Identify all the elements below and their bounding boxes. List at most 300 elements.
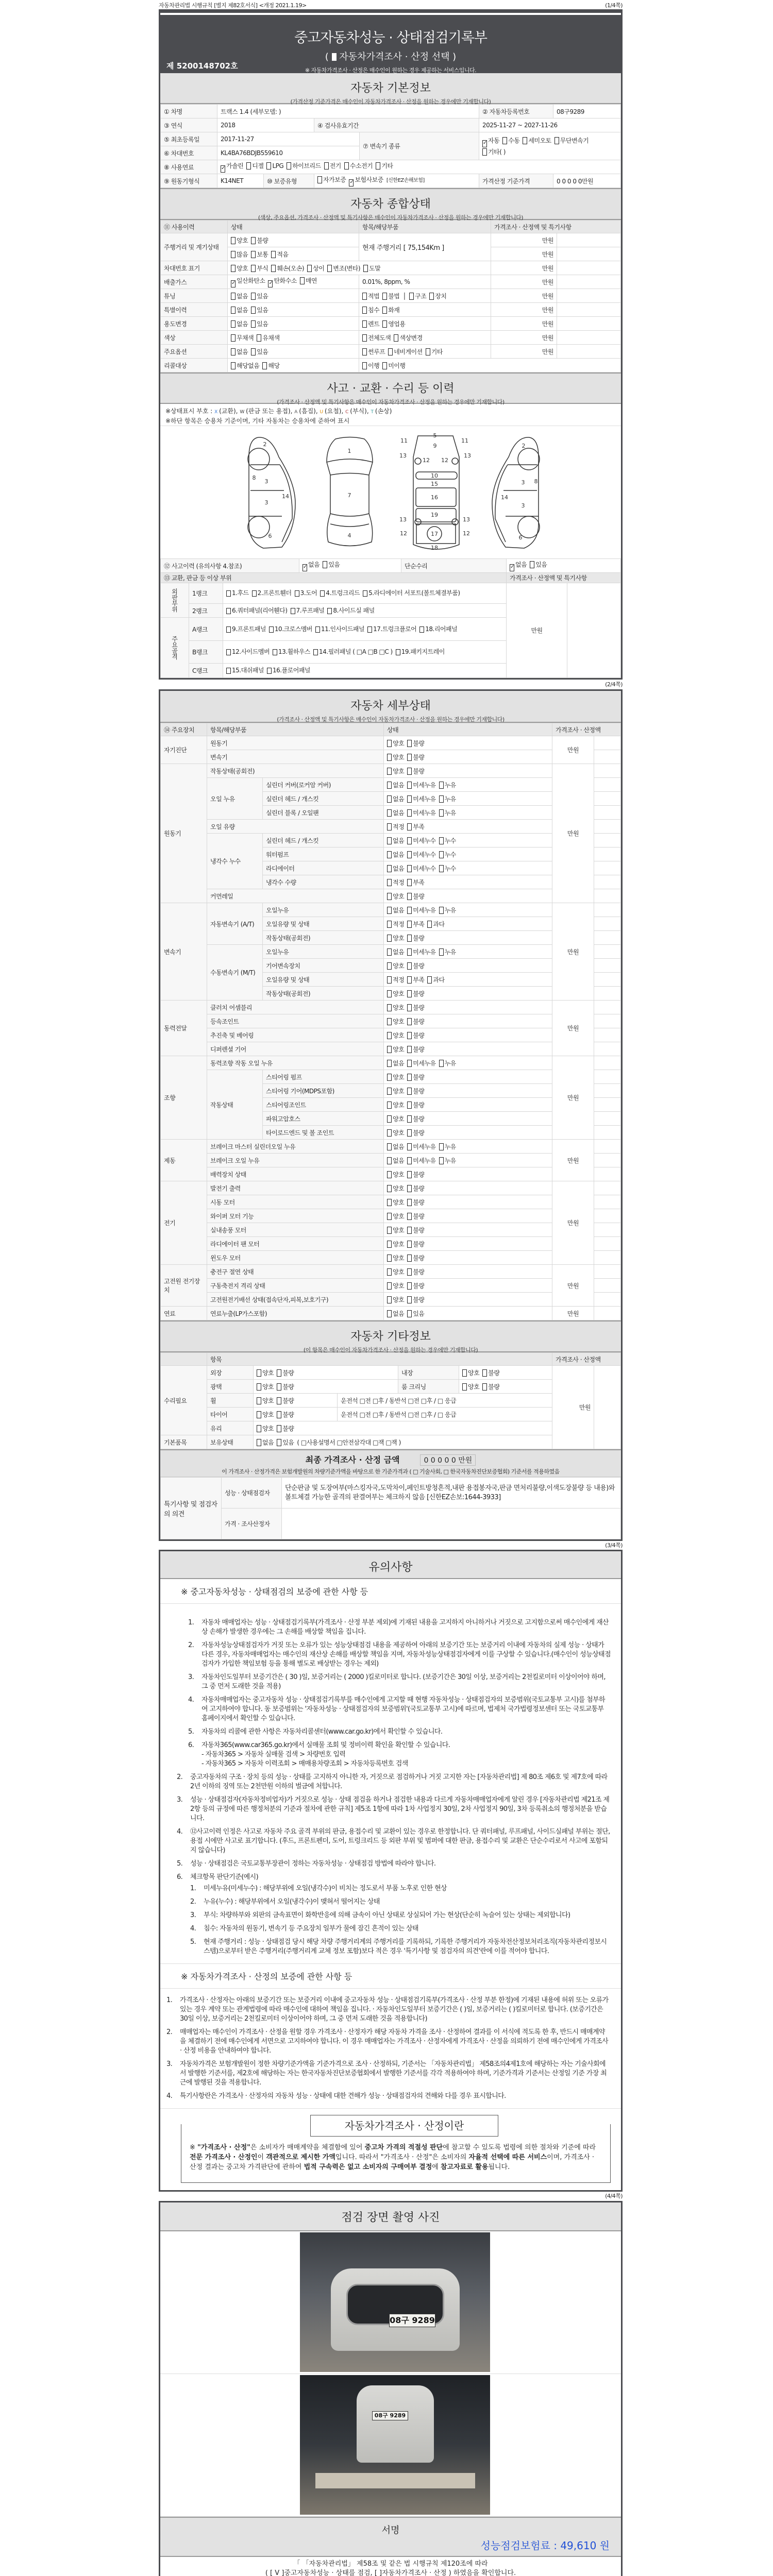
checkbox-icon[interactable] (262, 362, 267, 369)
checkbox-option[interactable] (407, 934, 424, 942)
checkbox-option[interactable] (439, 864, 456, 873)
checkbox-option[interactable] (231, 361, 259, 370)
checkbox-option[interactable] (427, 975, 444, 984)
checkbox-option[interactable] (387, 1073, 404, 1081)
checkbox-icon[interactable] (277, 1383, 281, 1391)
checkbox-option[interactable] (502, 136, 519, 145)
checkbox-icon[interactable] (231, 362, 236, 369)
checkbox-icon[interactable] (407, 1074, 412, 1081)
checkbox-option[interactable] (226, 625, 266, 634)
checkbox-option[interactable] (439, 850, 456, 859)
checkbox-option[interactable] (407, 1170, 424, 1179)
checkbox-icon[interactable]: ✓ (482, 140, 487, 147)
checkbox-icon[interactable] (407, 851, 412, 858)
checkbox-icon[interactable] (407, 1227, 412, 1234)
checkbox-icon[interactable] (482, 1383, 487, 1391)
checkbox-option[interactable] (462, 1382, 479, 1391)
checkbox-option[interactable] (407, 906, 435, 914)
checkbox-icon[interactable]: ✓ (510, 564, 514, 571)
checkbox-option[interactable] (387, 1114, 404, 1123)
checkbox-option[interactable] (387, 961, 404, 970)
checkbox-icon[interactable] (407, 1157, 412, 1164)
checkbox-option[interactable] (387, 1087, 404, 1095)
checkbox-icon[interactable] (277, 1425, 281, 1432)
checkbox-icon[interactable] (291, 608, 295, 614)
checkbox-option[interactable] (362, 319, 379, 328)
checkbox-option[interactable] (362, 306, 379, 314)
checkbox-icon[interactable] (387, 1101, 392, 1109)
checkbox-option[interactable] (387, 739, 404, 748)
checkbox-icon[interactable] (387, 1143, 392, 1150)
checkbox-icon[interactable] (387, 1115, 392, 1123)
checkbox-icon[interactable] (407, 754, 412, 761)
checkbox-icon[interactable] (231, 334, 236, 342)
checkbox-icon[interactable] (407, 1185, 412, 1192)
checkbox-icon[interactable] (376, 162, 380, 170)
checkbox-icon[interactable] (462, 1369, 467, 1377)
checkbox-option[interactable] (313, 648, 393, 656)
checkbox-icon[interactable] (426, 348, 430, 355)
checkbox-option[interactable] (439, 781, 456, 789)
checkbox-icon[interactable] (407, 1282, 412, 1290)
checkbox-icon[interactable] (407, 1255, 412, 1262)
checkbox-option[interactable] (387, 822, 404, 831)
checkbox-option[interactable] (396, 648, 445, 656)
checkbox-option[interactable] (530, 560, 547, 569)
checkbox-option[interactable] (387, 1267, 404, 1276)
checkbox-icon[interactable] (251, 251, 256, 258)
checkbox-option[interactable] (363, 264, 380, 273)
checkbox-option[interactable] (231, 264, 248, 273)
checkbox-icon[interactable] (387, 1129, 392, 1137)
checkbox-icon[interactable] (407, 865, 412, 872)
checkbox-icon[interactable] (407, 768, 412, 775)
checkbox-icon[interactable] (407, 795, 412, 803)
checkbox-icon[interactable]: ✓ (349, 179, 354, 187)
checkbox-icon[interactable] (407, 1032, 412, 1039)
checkbox-option[interactable] (257, 1438, 274, 1447)
checkbox-option[interactable] (327, 606, 374, 615)
checkbox-option[interactable] (387, 892, 404, 901)
checkbox-option[interactable] (407, 1114, 424, 1123)
checkbox-icon[interactable] (382, 307, 387, 314)
checkbox-option[interactable] (407, 1031, 424, 1040)
checkbox-icon[interactable] (439, 1143, 444, 1150)
checkbox-icon[interactable] (327, 608, 332, 614)
checkbox-icon[interactable] (387, 1296, 392, 1303)
checkbox-icon[interactable] (315, 626, 320, 633)
checkbox-icon[interactable] (407, 1310, 412, 1317)
checkbox-icon[interactable] (387, 935, 392, 942)
checkbox-option[interactable] (231, 292, 248, 300)
checkbox-option[interactable] (277, 1410, 294, 1419)
checkbox-icon[interactable] (382, 362, 387, 369)
checkbox-option[interactable] (226, 606, 288, 615)
checkbox-option[interactable] (387, 767, 404, 775)
checkbox-icon[interactable] (362, 348, 367, 355)
checkbox-icon[interactable] (387, 754, 392, 761)
checkbox-option[interactable] (277, 1424, 294, 1433)
checkbox-icon[interactable] (320, 590, 325, 597)
checkbox-option[interactable] (231, 276, 265, 287)
checkbox-icon[interactable] (439, 865, 444, 872)
checkbox-icon[interactable] (231, 307, 236, 314)
checkbox-icon[interactable] (231, 320, 236, 328)
checkbox-option[interactable] (387, 1059, 404, 1067)
checkbox-option[interactable] (407, 1045, 424, 1054)
checkbox-icon[interactable] (332, 53, 337, 61)
checkbox-icon[interactable] (251, 237, 256, 244)
checkbox-icon[interactable] (257, 1397, 261, 1404)
checkbox-icon[interactable] (277, 1439, 281, 1446)
checkbox-icon[interactable] (387, 1255, 392, 1262)
checkbox-option[interactable] (257, 1368, 274, 1377)
checkbox-option[interactable] (387, 1184, 404, 1193)
checkbox-option[interactable] (387, 975, 404, 984)
checkbox-icon[interactable] (362, 293, 367, 300)
checkbox-option[interactable] (394, 333, 422, 342)
checkbox-option[interactable] (387, 850, 404, 859)
checkbox-option[interactable] (407, 753, 424, 761)
checkbox-icon[interactable] (407, 1268, 412, 1276)
checkbox-option[interactable] (407, 739, 424, 748)
checkbox-option[interactable] (407, 850, 435, 859)
checkbox-icon[interactable] (407, 1143, 412, 1150)
checkbox-option[interactable] (407, 1100, 424, 1109)
checkbox-icon[interactable] (387, 976, 392, 984)
checkbox-icon[interactable] (251, 348, 256, 355)
checkbox-option[interactable] (554, 136, 589, 145)
checkbox-icon[interactable] (407, 1199, 412, 1206)
checkbox-icon[interactable] (407, 1046, 412, 1053)
checkbox-icon[interactable] (387, 1185, 392, 1192)
checkbox-option[interactable] (387, 1031, 404, 1040)
checkbox-option[interactable] (267, 666, 310, 675)
checkbox-option[interactable] (295, 589, 317, 598)
checkbox-option[interactable] (320, 589, 360, 598)
checkbox-option[interactable] (251, 250, 268, 259)
checkbox-icon[interactable] (409, 293, 414, 300)
checkbox-icon[interactable] (387, 1046, 392, 1053)
checkbox-icon[interactable] (231, 293, 236, 300)
checkbox-option[interactable] (407, 1059, 435, 1067)
checkbox-icon[interactable] (388, 348, 393, 355)
checkbox-option[interactable] (407, 989, 424, 998)
checkbox-option[interactable] (407, 1309, 424, 1318)
checkbox-icon[interactable] (257, 334, 261, 342)
checkbox-icon[interactable] (387, 823, 392, 831)
checkbox-option[interactable] (387, 1309, 404, 1318)
checkbox-option[interactable] (387, 808, 404, 817)
checkbox-icon[interactable] (407, 1241, 412, 1248)
checkbox-icon[interactable] (407, 823, 412, 831)
checkbox-option[interactable] (409, 292, 426, 300)
checkbox-icon[interactable] (269, 626, 274, 633)
checkbox-icon[interactable] (462, 1383, 467, 1391)
checkbox-option[interactable] (387, 1156, 404, 1165)
checkbox-icon[interactable] (257, 1425, 261, 1432)
checkbox-option[interactable] (407, 1267, 424, 1276)
checkbox-option[interactable] (439, 1059, 456, 1067)
checkbox-option[interactable] (231, 347, 248, 356)
checkbox-option[interactable] (221, 161, 243, 173)
checkbox-icon[interactable] (439, 837, 444, 844)
checkbox-option[interactable] (323, 560, 340, 569)
checkbox-option[interactable] (387, 753, 404, 761)
checkbox-icon[interactable] (439, 809, 444, 817)
checkbox-icon[interactable] (273, 649, 277, 655)
checkbox-option[interactable] (407, 892, 424, 901)
checkbox-option[interactable] (251, 264, 268, 273)
checkbox-option[interactable] (387, 1240, 404, 1248)
checkbox-option[interactable] (262, 361, 279, 370)
checkbox-option[interactable] (439, 906, 456, 914)
checkbox-option[interactable] (349, 175, 383, 187)
checkbox-option[interactable] (407, 1240, 424, 1248)
checkbox-option[interactable] (387, 1253, 404, 1262)
checkbox-icon[interactable] (387, 1227, 392, 1234)
wheel-position[interactable]: 운전석 □전 □후 / 동반석 □전 □후 / □ 응급 (338, 1394, 552, 1408)
checkbox-option[interactable] (407, 975, 424, 984)
checkbox-icon[interactable] (362, 307, 367, 314)
checkbox-icon[interactable] (363, 590, 367, 597)
checkbox-icon[interactable] (266, 162, 271, 170)
checkbox-option[interactable] (363, 589, 460, 598)
checkbox-option[interactable] (388, 347, 422, 356)
checkbox-option[interactable] (407, 920, 424, 928)
checkbox-icon[interactable] (226, 626, 231, 633)
checkbox-option[interactable] (344, 161, 373, 170)
checkbox-icon[interactable] (387, 809, 392, 817)
checkbox-icon[interactable] (439, 851, 444, 858)
checkbox-option[interactable] (387, 1170, 404, 1179)
checkbox-icon[interactable] (251, 293, 256, 300)
checkbox-option[interactable] (226, 589, 249, 598)
checkbox-icon[interactable] (367, 626, 372, 633)
checkbox-option[interactable] (231, 319, 248, 328)
checkbox-option[interactable] (387, 1045, 404, 1054)
checkbox-option[interactable] (482, 1382, 499, 1391)
checkbox-icon[interactable] (407, 740, 412, 747)
checkbox-icon[interactable] (439, 1060, 444, 1067)
checkbox-option[interactable] (324, 161, 341, 170)
checkbox-option[interactable] (257, 1382, 274, 1391)
checkbox-option[interactable] (362, 347, 385, 356)
checkbox-icon[interactable] (407, 1296, 412, 1303)
checkbox-icon[interactable] (387, 1060, 392, 1067)
checkbox-option[interactable] (407, 767, 424, 775)
checkbox-option[interactable] (277, 1396, 294, 1405)
checkbox-icon[interactable] (231, 348, 236, 355)
checkbox-option[interactable] (387, 864, 404, 873)
checkbox-option[interactable] (387, 1142, 404, 1151)
checkbox-icon[interactable] (407, 1171, 412, 1178)
checkbox-icon[interactable] (407, 948, 412, 956)
checkbox-icon[interactable] (387, 962, 392, 970)
checkbox-option[interactable] (268, 276, 296, 287)
checkbox-option[interactable] (251, 236, 268, 245)
checkbox-icon[interactable] (523, 137, 527, 144)
checkbox-option[interactable] (300, 276, 317, 285)
checkbox-icon[interactable] (257, 1369, 261, 1377)
checkbox-option[interactable] (482, 147, 506, 156)
checkbox-icon[interactable] (554, 137, 559, 144)
checkbox-icon[interactable] (287, 162, 291, 170)
checkbox-icon[interactable] (257, 1383, 261, 1391)
checkbox-option[interactable] (317, 175, 346, 184)
checkbox-option[interactable] (291, 606, 325, 615)
checkbox-icon[interactable] (387, 1018, 392, 1025)
checkbox-icon[interactable]: ✓ (303, 564, 307, 571)
checkbox-option[interactable] (407, 781, 435, 789)
checkbox-option[interactable] (407, 808, 435, 817)
checkbox-option[interactable] (407, 947, 435, 956)
checkbox-option[interactable] (287, 161, 321, 170)
checkbox-icon[interactable] (362, 334, 367, 342)
checkbox-option[interactable] (387, 836, 404, 845)
checkbox-icon[interactable] (344, 162, 349, 170)
checkbox-option[interactable] (387, 906, 404, 914)
checkbox-icon[interactable] (387, 837, 392, 844)
checkbox-icon[interactable] (277, 1369, 281, 1377)
checkbox-icon[interactable] (387, 1199, 392, 1206)
checkbox-option[interactable] (387, 947, 404, 956)
checkbox-icon[interactable] (407, 837, 412, 844)
checkbox-option[interactable] (277, 1438, 294, 1447)
checkbox-icon[interactable] (407, 1018, 412, 1025)
checkbox-icon[interactable] (226, 668, 231, 674)
checkbox-option[interactable] (273, 648, 310, 656)
checkbox-icon[interactable] (407, 921, 412, 928)
checkbox-option[interactable] (252, 589, 292, 598)
checkbox-option[interactable] (271, 264, 304, 273)
checkbox-option[interactable] (382, 361, 405, 370)
checkbox-icon[interactable] (226, 608, 231, 614)
checkbox-icon[interactable] (407, 893, 412, 900)
checkbox-option[interactable] (277, 1382, 294, 1391)
checkbox-option[interactable] (407, 1156, 435, 1165)
checkbox-icon[interactable] (439, 795, 444, 803)
checkbox-option[interactable] (257, 1396, 274, 1405)
checkbox-option[interactable] (251, 347, 268, 356)
checkbox-option[interactable] (367, 625, 416, 634)
checkbox-option[interactable] (226, 648, 270, 656)
checkbox-option[interactable] (277, 1368, 294, 1377)
checkbox-icon[interactable] (387, 893, 392, 900)
checkbox-icon[interactable] (407, 1115, 412, 1123)
checkbox-icon[interactable] (407, 907, 412, 914)
checkbox-icon[interactable] (257, 1439, 261, 1446)
checkbox-icon[interactable] (407, 976, 412, 984)
checkbox-icon[interactable] (387, 1171, 392, 1178)
checkbox-option[interactable] (315, 625, 364, 634)
checkbox-option[interactable] (266, 162, 283, 170)
checkbox-icon[interactable]: ✓ (231, 280, 236, 287)
checkbox-option[interactable] (251, 306, 268, 314)
checkbox-icon[interactable] (502, 137, 507, 144)
checkbox-icon[interactable] (387, 907, 392, 914)
checkbox-icon[interactable] (482, 1369, 487, 1377)
checkbox-option[interactable] (387, 1281, 404, 1290)
checkbox-icon[interactable] (407, 1060, 412, 1067)
checkbox-icon[interactable] (407, 1088, 412, 1095)
checkbox-icon[interactable] (439, 907, 444, 914)
checkbox-option[interactable] (382, 319, 405, 328)
checkbox-icon[interactable] (387, 879, 392, 886)
checkbox-icon[interactable] (295, 590, 299, 597)
checkbox-icon[interactable]: ✓ (268, 280, 273, 287)
checkbox-icon[interactable] (407, 809, 412, 817)
checkbox-icon[interactable] (387, 1074, 392, 1081)
checkbox-option[interactable] (362, 333, 391, 342)
checkbox-icon[interactable] (387, 948, 392, 956)
checkbox-icon[interactable] (419, 626, 424, 633)
checkbox-option[interactable] (407, 1128, 424, 1137)
checkbox-option[interactable] (407, 1212, 424, 1221)
checkbox-option[interactable] (382, 306, 399, 314)
checkbox-icon[interactable] (407, 1213, 412, 1220)
checkbox-icon[interactable] (387, 1213, 392, 1220)
checkbox-icon[interactable] (394, 334, 398, 342)
checkbox-icon[interactable] (387, 768, 392, 775)
checkbox-icon[interactable] (407, 990, 412, 997)
checkbox-option[interactable] (231, 236, 248, 245)
checkbox-icon[interactable] (231, 237, 236, 244)
checkbox-icon[interactable] (387, 1004, 392, 1011)
checkbox-option[interactable] (257, 333, 279, 342)
checkbox-option[interactable] (387, 1003, 404, 1012)
checkbox-option[interactable] (427, 920, 444, 928)
checkbox-option[interactable] (407, 961, 424, 970)
checkbox-icon[interactable] (246, 162, 251, 170)
holding-items[interactable]: ( □사용설명서 □안전삼각대 □잭 □잭 ) (297, 1438, 401, 1446)
checkbox-option[interactable] (362, 361, 379, 370)
checkbox-icon[interactable] (387, 921, 392, 928)
checkbox-option[interactable] (387, 1212, 404, 1221)
checkbox-option[interactable] (407, 822, 424, 831)
checkbox-option[interactable] (407, 1017, 424, 1026)
checkbox-option[interactable] (439, 794, 456, 803)
checkbox-icon[interactable] (387, 865, 392, 872)
checkbox-option[interactable] (407, 794, 435, 803)
checkbox-option[interactable] (439, 947, 456, 956)
checkbox-option[interactable] (387, 878, 404, 887)
checkbox-option[interactable] (407, 1253, 424, 1262)
checkbox-option[interactable] (439, 808, 456, 817)
checkbox-option[interactable] (257, 1410, 274, 1419)
checkbox-option[interactable] (523, 136, 551, 145)
checkbox-icon[interactable] (407, 1101, 412, 1109)
checkbox-option[interactable] (426, 347, 443, 356)
checkbox-option[interactable] (419, 625, 457, 634)
checkbox-icon[interactable] (362, 362, 367, 369)
checkbox-icon[interactable] (387, 1310, 392, 1317)
checkbox-icon[interactable]: ✓ (221, 165, 225, 173)
checkbox-icon[interactable] (407, 962, 412, 970)
checkbox-icon[interactable] (407, 935, 412, 942)
checkbox-option[interactable] (231, 333, 254, 342)
checkbox-icon[interactable] (530, 561, 534, 568)
checkbox-icon[interactable] (300, 277, 305, 284)
checkbox-icon[interactable] (257, 1411, 261, 1418)
checkbox-icon[interactable] (407, 1004, 412, 1011)
checkbox-icon[interactable] (427, 976, 432, 984)
checkbox-icon[interactable] (251, 265, 256, 272)
checkbox-option[interactable] (226, 666, 264, 675)
checkbox-icon[interactable] (387, 1088, 392, 1095)
checkbox-option[interactable] (387, 1198, 404, 1207)
checkbox-icon[interactable] (271, 251, 276, 258)
